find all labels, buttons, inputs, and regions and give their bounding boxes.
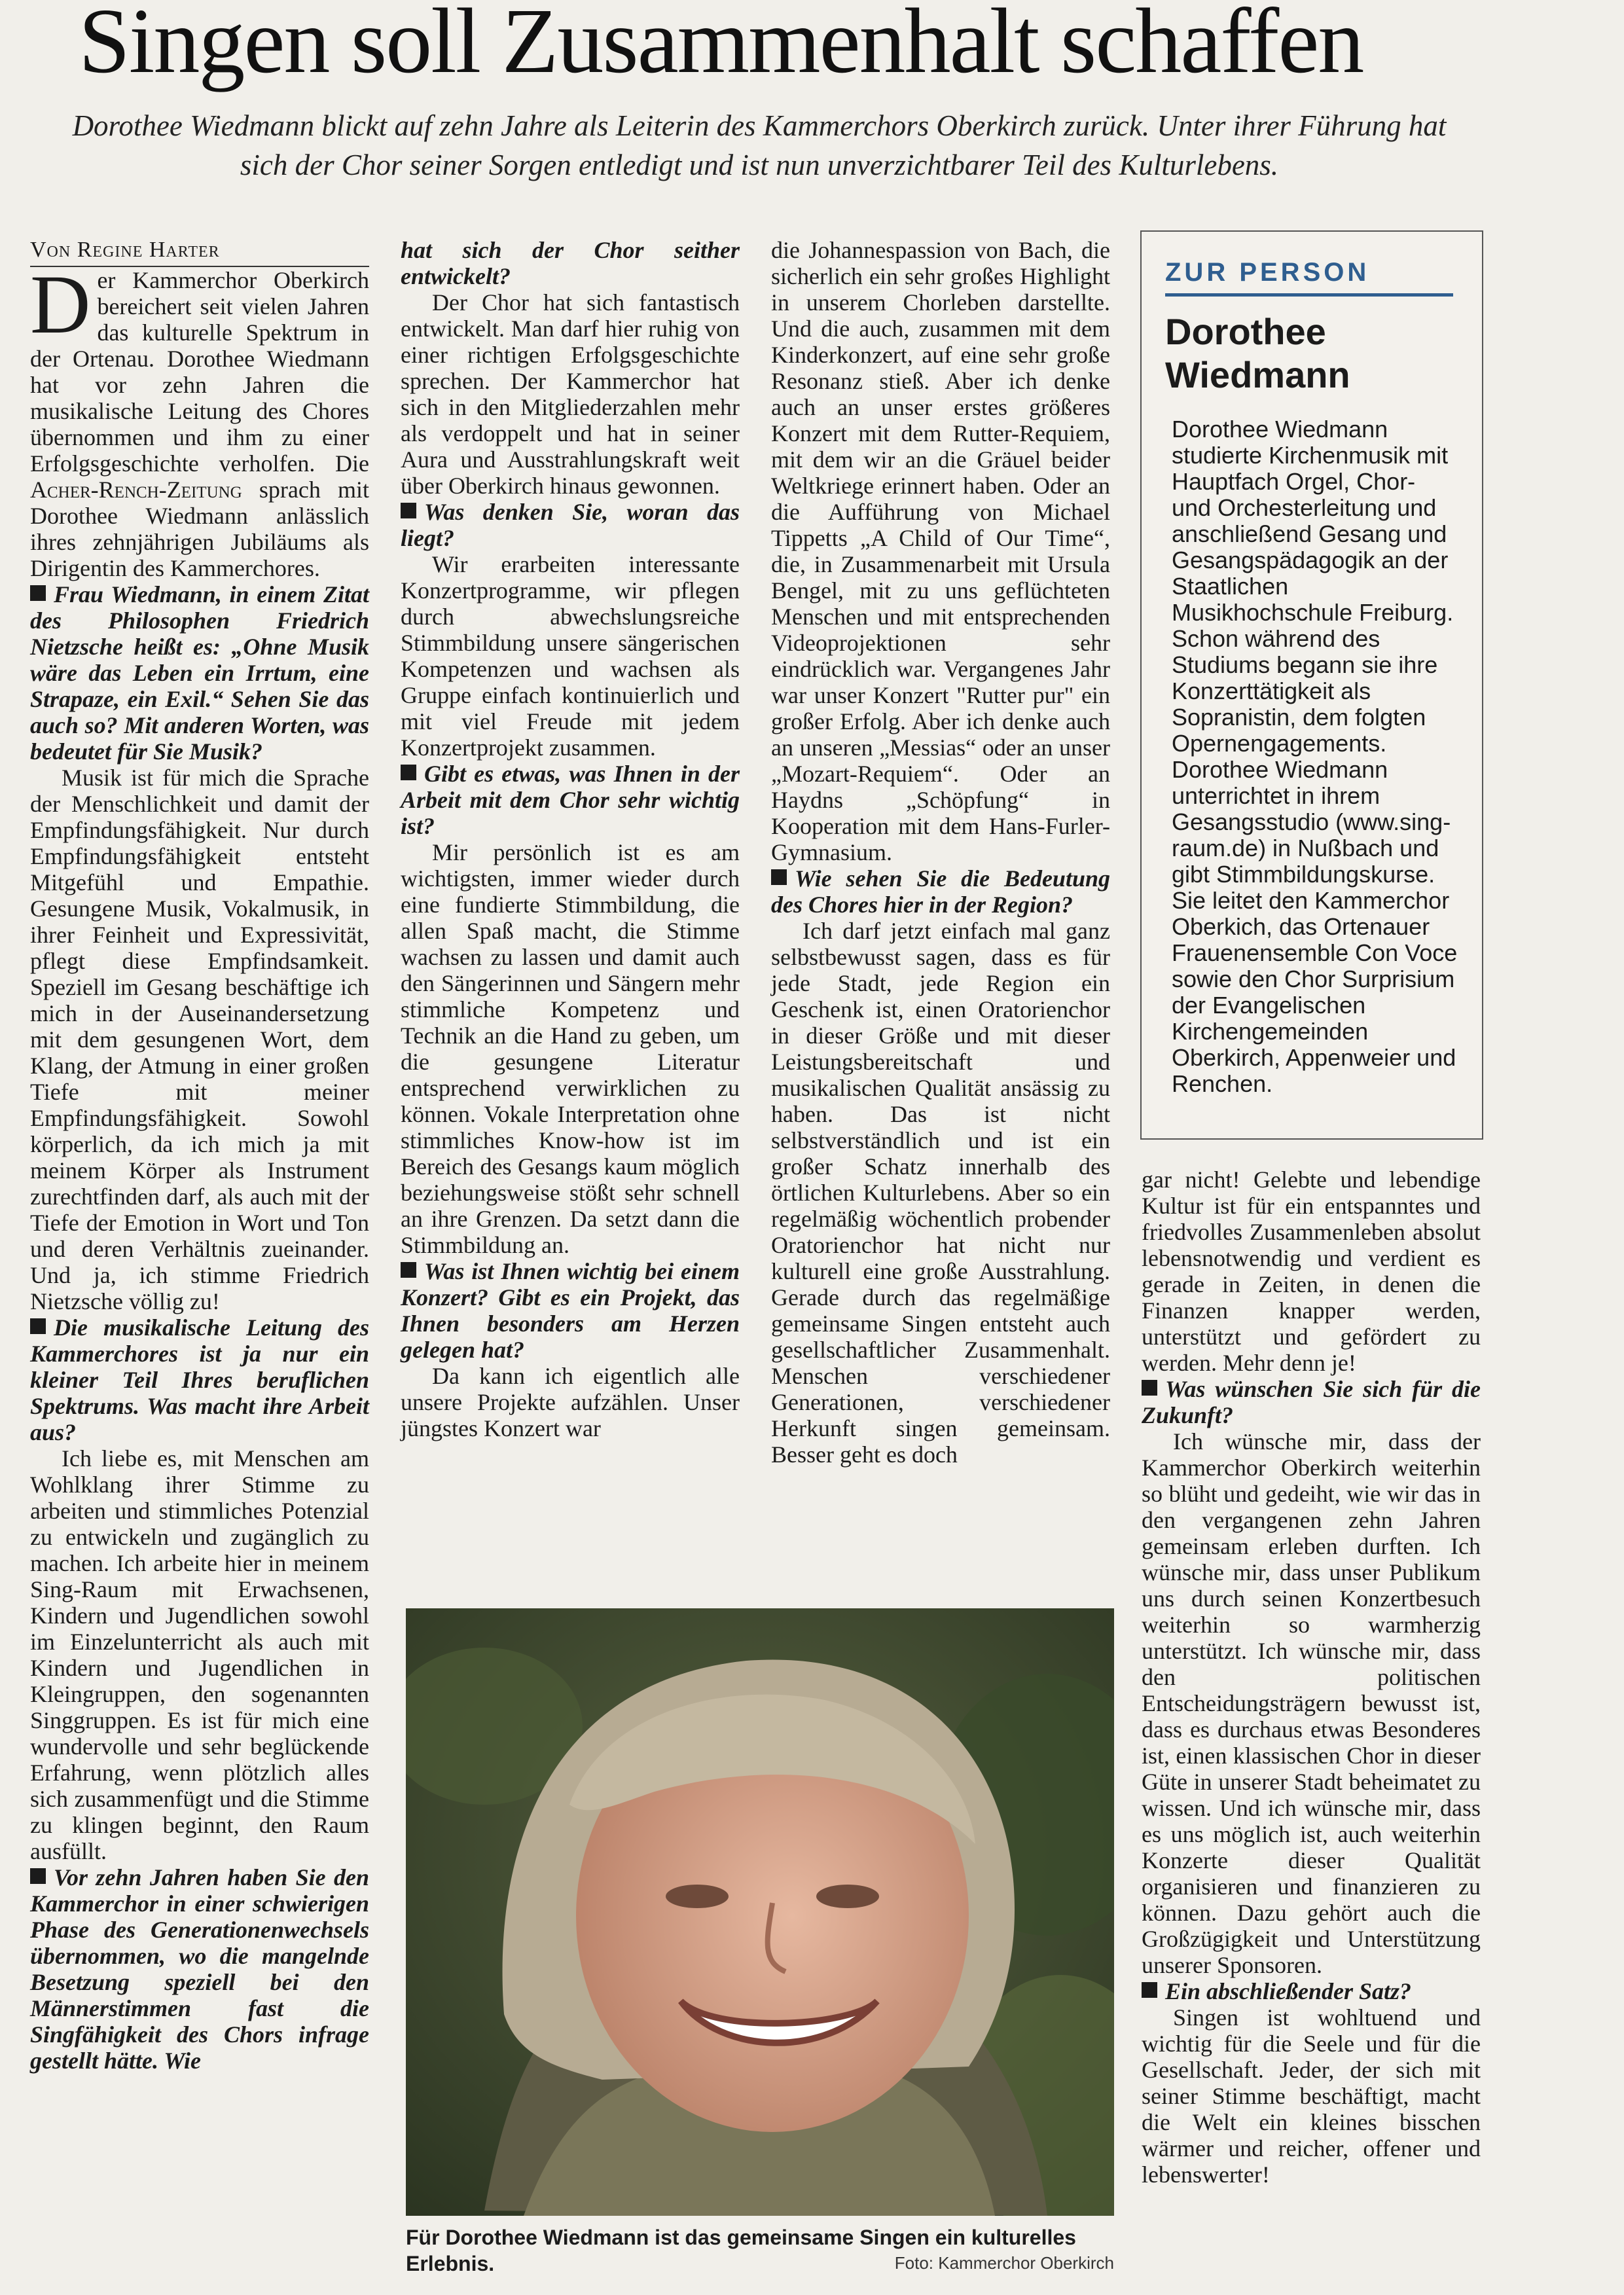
square-bullet-icon: [771, 869, 787, 885]
answer-continued: die Johannespassion von Bach, die sicherlich ein sehr großes Highlight in unserem Chorleben darstellte. Und die auch, zusammen mit dem Kinderkonzert, auf eine sehr große Resonanz stieß. Aber ich denke auch an unser erstes größeres Konzert mit dem Rutter-Requiem, mit dem wir an die Gräuel beider Weltkriege erinnert haben. Oder an die Aufführung von Michael Tippetts „A Child of Our Time“, die, in Zusammenarbeit mit Ursula Bengel, mit zu uns geflüchteten Menschen und mit entsprechenden Videoprojektionen sehr eindrücklich war. Vergangenes Jahr war unser Konzert "Rutter pur" ein großer Erfolg. Aber ich denke auch an unseren „Messias“ oder an unser „Mozart-Requiem“. Oder an Haydns „Schöpfung“ in Kooperation mit dem Hans-Furler-Gymnasium.: [771, 237, 1110, 865]
square-bullet-icon: [401, 765, 416, 780]
article-column-2: [401, 237, 740, 1441]
question: Vor zehn Jahren haben Sie den Kammerchor in einer schwierigen Phase des Generationenwechsels übernommen, wo die mangelnde Besetzung speziell bei den Männerstimmen fast die Singfähigkeit des Chors infrage gestellt hätte. Wie: [30, 1864, 369, 2074]
question: Frau Wiedmann, in einem Zitat des Philosophen Friedrich Nietzsche heißt es: „Ohne Musik wäre das Leben ein Irrtum, eine Strapaze, ein Exil.“ Sehen Sie das auch so? Mit anderen Worten, was bedeutet für Sie Musik?: [30, 581, 369, 765]
portrait-photo: [406, 1608, 1114, 2216]
article-column-3: [771, 237, 1110, 1468]
question: Ein abschließender Satz?: [1142, 1978, 1481, 2004]
question: Gibt es etwas, was Ihnen in der Arbeit mit dem Chor sehr wichtig ist?: [401, 761, 740, 839]
answer: Wir erarbeiten interessante Konzertprogramme, wir pflegen durch abwechslungsreiche Stimmbildung unsere sängerischen Kompetenzen und wachsen als Gruppe einfach kontinuierlich und mit viel Freude mit jedem Konzertprojekt zusammen.: [401, 551, 740, 761]
answer: Ich wünsche mir, dass der Kammerchor Oberkirch weiterhin so blüht und gedeiht, wie wir das in den vergangenen zehn Jahren gemeinsam erleben durften. Ich wünsche mir, dass unser Publikum uns durch seinen Konzertbesuch weiterhin so warmherzig unterstützt. Ich wünsche mir, dass den politischen Entscheidungsträgern bewusst ist, dass es durchaus etwas Besonderes ist, einen klassischen Chor in dieser Güte in unserer Stadt beheimatet zu wissen. Und ich wünsche mir, dass es uns möglich ist, auch weiterhin Konzerte dieser Qualität organisieren und finanzieren zu können. Dazu gehört auch die Großzügigkeit und Unterstützung unserer Sponsoren.: [1142, 1428, 1481, 1978]
headline: Singen soll Zusammenhalt schaffen: [79, 0, 1363, 92]
article-column-4: [1142, 1166, 1481, 2188]
question: Was ist Ihnen wichtig bei einem Konzert? Gibt es ein Projekt, das Ihnen besonders am Herzen gelegen hat?: [401, 1258, 740, 1363]
question: Was denken Sie, woran das liegt?: [401, 499, 740, 551]
subheadline: Dorothee Wiedmann blickt auf zehn Jahre als Leiterin des Kammerchors Oberkirch zurück. Unter ihrer Führung hat sich der Chor seiner Sorgen entledigt und ist nun unverzichtbarer Teil des Kulturlebens.: [72, 109, 1447, 181]
question: Wie sehen Sie die Bedeutung des Chores hier in der Region?: [771, 865, 1110, 918]
square-bullet-icon: [30, 585, 46, 601]
square-bullet-icon: [1142, 1380, 1157, 1396]
square-bullet-icon: [1142, 1982, 1157, 1998]
person-infobox: [1140, 230, 1483, 1140]
newspaper-name: Acher-Rench-Zeitung: [30, 477, 242, 503]
square-bullet-icon: [401, 503, 416, 518]
byline: Von Regine Harter: [30, 237, 369, 267]
portrait-illustration: [406, 1608, 1114, 2216]
square-bullet-icon: [30, 1318, 46, 1334]
infobox-bio: Dorothee Wiedmann studierte Kirchenmusik mit Hauptfach Orgel, Chor- und Orchesterleitung und anschließend Gesang und Gesangspädagogik an der Staatlichen Musikhochschule Freiburg. Schon während des Studiums begann sie ihre Konzerttätigkeit als Sopranistin, dem folgten Opernengagements. Dorothee Wiedmann unterrichtet in ihrem Gesangsstudio (www.sing-raum.de) in Nußbach und gibt Stimmbildungskurse. Sie leitet den Kammerchor Oberkich, das Ortenauer Frauenensemble Con Voce sowie den Chor Surprisium der Evangelischen Kirchengemeinden Oberkirch, Appenweier und Renchen.: [1172, 416, 1458, 1097]
answer: Musik ist für mich die Sprache der Menschlichkeit und damit der Empfindungsfähigkeit. Nur durch Empfindungsfähigkeit entsteht Mitgefühl und Empathie. Gesungene Musik, Vokalmusik, in ihrer Feinheit und Expressivität, pflegt diese Empfindsamkeit. Speziell im Gesang beschäftige ich mich in der Auseinandersetzung mit dem gesungenen Wort, dem Klang, der Atmung in einer großen Tiefe mit meiner Empfindungsfähigkeit. Sowohl körperlich, da ich mich ja mit meinem Körper als Instrument zurechtfinden darf, als auch mit der Tiefe der Emotion in Wort und Ton und deren Verhältnis zueinander. Und ja, ich stimme Friedrich Nietzsche völlig zu!: [30, 765, 369, 1314]
answer: Da kann ich eigentlich alle unsere Projekte aufzählen. Unser jüngstes Konzert war: [401, 1363, 740, 1441]
answer: Mir persönlich ist es am wichtigsten, immer wieder durch eine fundierte Stimmbildung, die allen Spaß macht, die Stimme wachsen zu lassen und damit auch den Sängerinnen und Sängern mehr stimmliche Kompetenz und Technik an die Hand zu geben, um die gesungene Literatur entsprechend verwirklichen zu können. Vokale Interpretation ohne stimmliches Know-how ist im Bereich des Gesangs kaum möglich beziehungsweise stößt sehr schnell an ihre Grenzen. Da setzt dann die Stimmbildung an.: [401, 839, 740, 1258]
intro-paragraph: Der Kammerchor Oberkirch bereichert seit vielen Jahren das kulturelle Spektrum in der Ortenau. Dorothee Wiedmann hat vor zehn Jahren die musikalische Leitung des Chores übernommen und ihm zu einer Erfolgsgeschichte verholfen. Die Acher-Rench-Zeitung sprach mit Dorothee Wiedmann anlässlich ihres zehnjährigen Jubiläums als Dirigentin des Kammerchores.: [30, 258, 369, 581]
answer: Ich darf jetzt einfach mal ganz selbstbewusst sagen, dass es für jede Stadt, jede Region ein Geschenk ist, einen Oratorienchor in dieser Größe und mit dieser Leistungsbereitschaft und musikalischen Qualität ansässig zu haben. Das ist nicht selbstverständlich und ist ein großer Schatz innerhalb des örtlichen Kulturlebens. Aber so ein regelmäßig wöchentlich probender Oratorienchor hat nicht nur kulturell eine große Ausstrahlung. Gerade durch das regelmäßige gemeinsame Singen entsteht auch gesellschaftlicher Zusammenhalt. Menschen verschiedener Generationen, verschiedener Herkunft singen gemeinsam. Besser geht es doch: [771, 918, 1110, 1468]
infobox-name: Dorothee Wiedmann: [1165, 311, 1350, 395]
answer: Singen ist wohltuend und wichtig für die Seele und für die Gesellschaft. Jeder, der sich mit seiner Stimme beschäftigt, macht die Welt ein kleines bisschen wärmer und reicher, offener und lebenswerter!: [1142, 2004, 1481, 2188]
answer: Der Chor hat sich fantastisch entwickelt. Man darf hier ruhig von einer richtigen Erfolgsgeschichte sprechen. Der Kammerchor hat sich in den Mitgliederzahlen mehr als verdoppelt und hat in seiner Aura und Ausstrahlungskraft weit über Oberkirch hinaus gewonnen.: [401, 289, 740, 499]
article-column-1: [30, 237, 369, 2074]
square-bullet-icon: [30, 1868, 46, 1884]
square-bullet-icon: [401, 1262, 416, 1278]
question-continued: hat sich der Chor seither entwickelt?: [401, 237, 740, 289]
photo-credit: Foto: Kammerchor Oberkirch: [894, 2253, 1114, 2273]
drop-cap: D: [30, 258, 91, 351]
question: Die musikalische Leitung des Kammerchores ist ja nur ein kleiner Teil Ihres beruflichen Spektrums. Was macht ihre Arbeit aus?: [30, 1314, 369, 1445]
infobox-kicker: ZUR PERSON: [1165, 258, 1370, 287]
answer-continued: gar nicht! Gelebte und lebendige Kultur ist für ein entspanntes und friedvolles Zusammenleben absolut lebensnotwendig und verdient es gerade in Zeiten, in denen die Finanzen knapper werden, unterstützt und gefördert zu werden. Mehr denn je!: [1142, 1166, 1481, 1376]
answer: Ich liebe es, mit Menschen am Wohlklang ihrer Stimme zu arbeiten und stimmliches Potenzial zu entwickeln und zugänglich zu machen. Ich arbeite hier in meinem Sing-Raum mit Erwachsenen, Kindern und Jugendlichen sowohl im Einzelunterricht als auch mit Kindern und Jugendlichen in Kleingruppen, den sogenannten Singgruppen. Es ist für mich eine wundervolle und sehr beglückende Erfahrung, wenn plötzlich alles sich zusammenfügt und die Stimme zu klingen beginnt, den Raum ausfüllt.: [30, 1445, 369, 1864]
question: Was wünschen Sie sich für die Zukunft?: [1142, 1376, 1481, 1428]
photo-caption: Für Dorothee Wiedmann ist das gemeinsame Singen ein kulturelles Erlebnis.: [406, 2226, 1076, 2275]
infobox-divider: [1165, 293, 1453, 297]
